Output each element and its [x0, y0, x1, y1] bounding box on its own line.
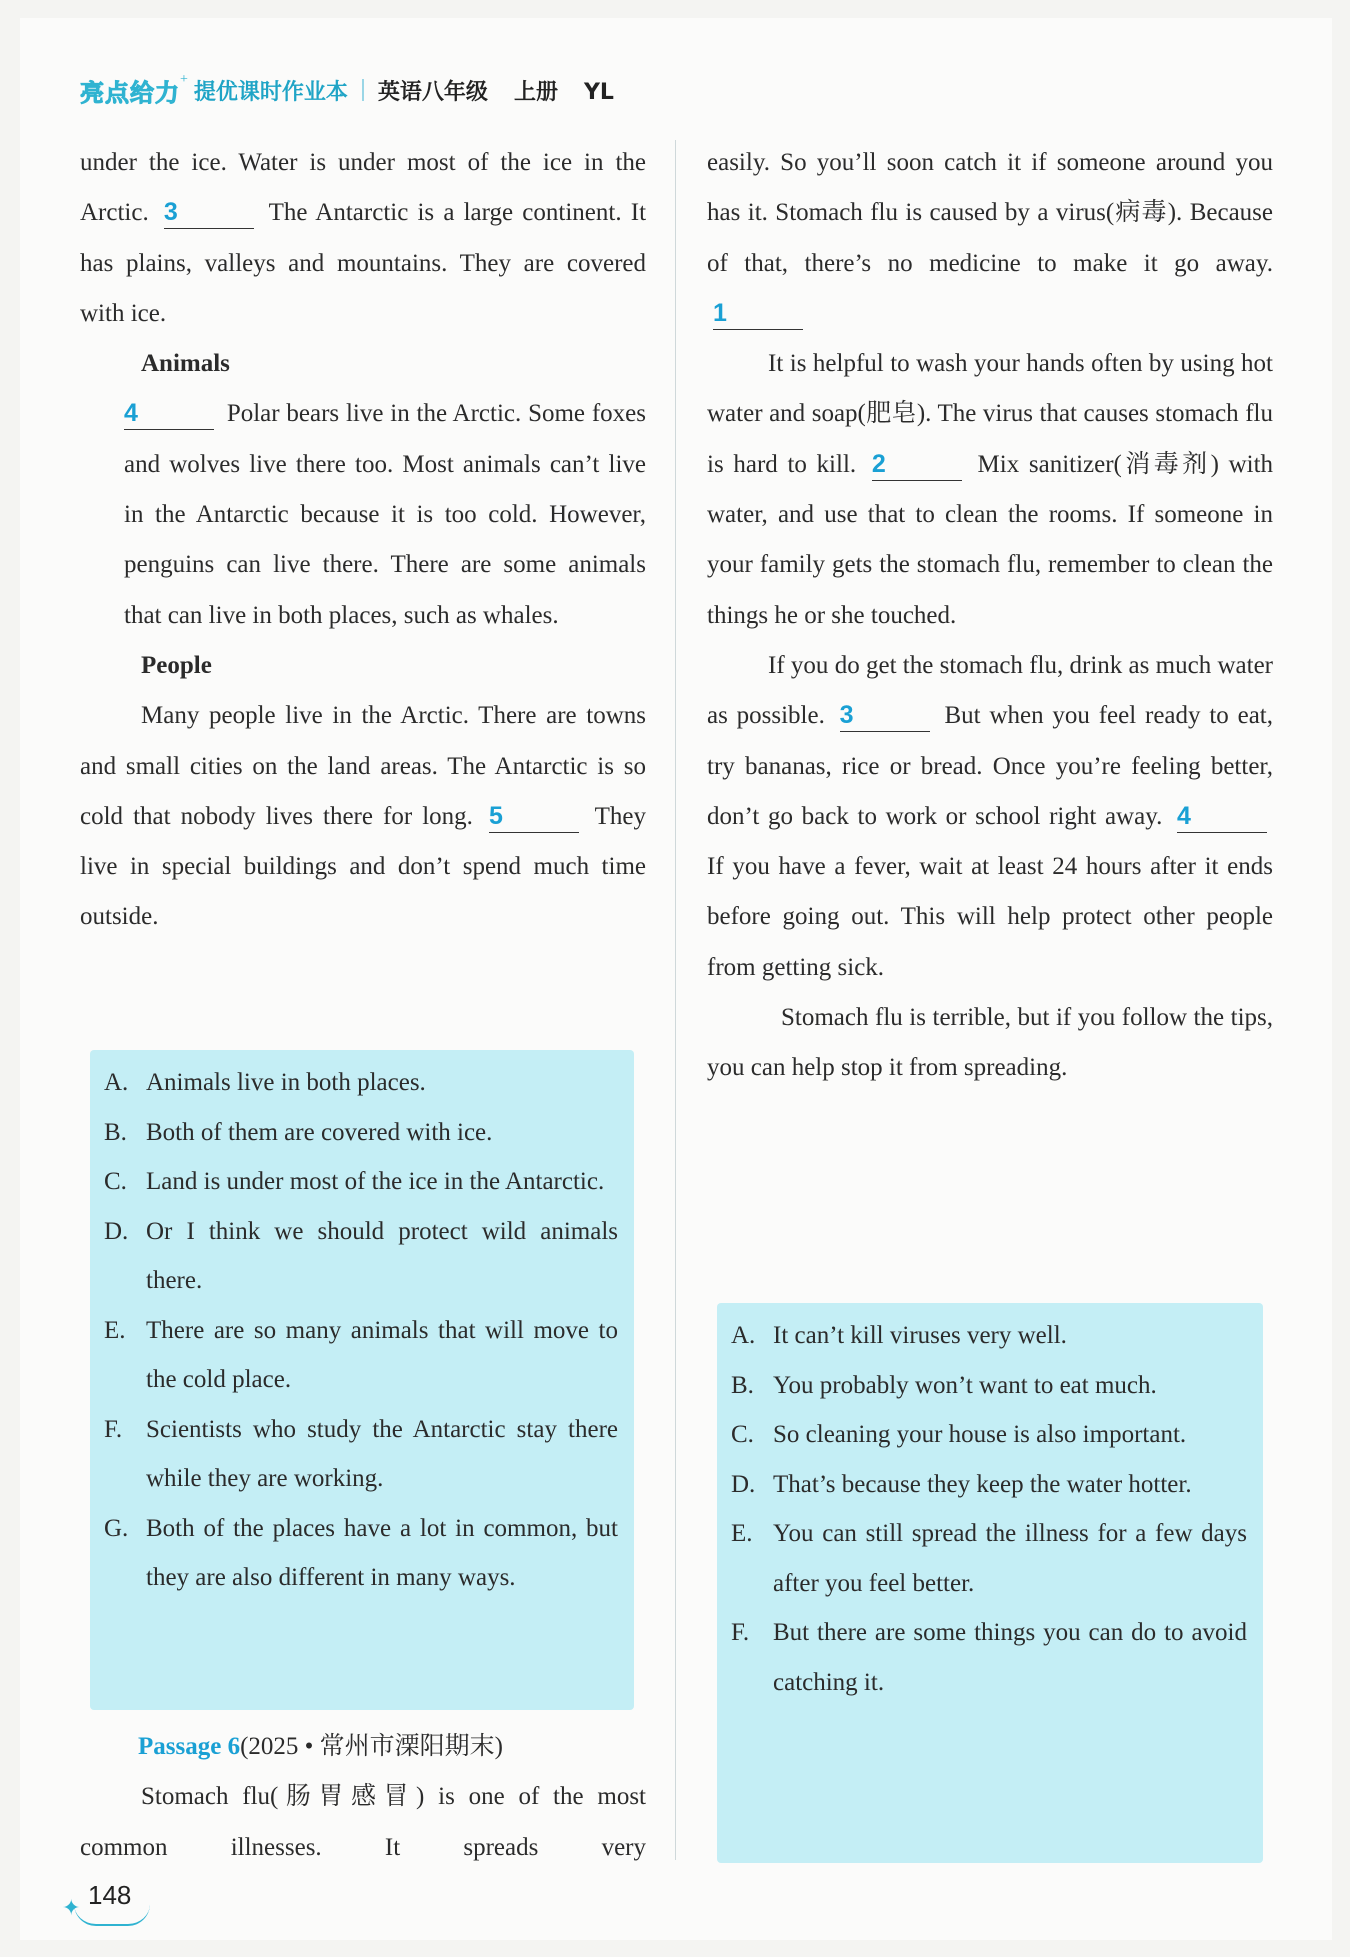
answer-text: 3: [839, 701, 854, 730]
option-letter: B.: [731, 1371, 754, 1399]
option-item: [104, 1207, 618, 1306]
paragraph-wash-hands: [707, 339, 1273, 641]
volume-label: 上册: [513, 79, 558, 105]
brand-plus-mark: +: [180, 72, 188, 87]
option-item: [731, 1509, 1247, 1608]
book-info: [378, 75, 614, 106]
option-letter: F.: [104, 1415, 123, 1443]
option-letter: E.: [731, 1520, 753, 1547]
page-number: 148: [88, 1880, 132, 1910]
option-text: You probably won’t want to eat much.: [773, 1371, 1157, 1399]
brand-logo: 亮点给力: [80, 78, 180, 107]
answer-text: 4: [1177, 801, 1191, 830]
column-divider: [675, 140, 676, 1860]
text-span: They live in special buildings and don’t spend much time outside.: [80, 802, 646, 931]
option-letter: D.: [731, 1470, 756, 1498]
option-item: [104, 1058, 618, 1108]
option-item: [104, 1405, 618, 1504]
option-item: [731, 1410, 1247, 1460]
answer-text: 1: [713, 298, 727, 327]
option-text: Animals live in both places.: [146, 1069, 426, 1096]
option-item: [104, 1108, 618, 1158]
option-text: Both of them are covered with ice.: [146, 1118, 493, 1146]
options-box-passage5: [90, 1050, 634, 1710]
option-text: Scientists who study the Antarctic stay there while they are working.: [146, 1415, 618, 1492]
paragraph-people: [80, 691, 646, 942]
series-title: 提优课时作业本: [193, 79, 348, 105]
paragraph-ice: [80, 138, 646, 339]
edition-label: YL: [583, 79, 614, 105]
option-text: There are so many animals that will move to the cold place.: [146, 1316, 618, 1393]
paragraph-spread: [707, 138, 1273, 339]
text-span: The Antarctic is a large continent. It has plains, valleys and mountains. They are covered with ice.: [80, 199, 647, 327]
answer-blank-2: [872, 449, 962, 481]
answer-text: 3: [163, 198, 178, 227]
text-span: easily. So you’ll soon catch it if someone around you has it. Stomach flu is caused by a virus(病毒). Because of that, there’s no medicine to make it go away.: [707, 149, 1273, 277]
text-span: Polar bears live in the Arctic. Some foxes and wolves live there too. Most animals can’t live in the Antarctic because it is too cold. However, penguins can live there. There are some animals that can live in both places, such as whales.: [124, 400, 646, 629]
answer-blank-4: [124, 398, 214, 430]
passage-source: (2025 • 常州市溧阳期末): [240, 1733, 503, 1760]
answer-blank-4b: [1177, 801, 1267, 833]
option-letter: A.: [731, 1322, 756, 1349]
text-span: If you have a fever, wait at least 24 hours after it ends before going out. This will help protect other people from getting sick.: [707, 853, 1273, 981]
paragraph-animals: [80, 389, 646, 640]
option-letter: G.: [104, 1514, 129, 1542]
header-divider: [362, 79, 364, 101]
paragraph-drink-water: [707, 641, 1273, 993]
option-item: [731, 1460, 1247, 1510]
option-item: [731, 1608, 1247, 1707]
text-span: If you do get the stomach flu, drink as much water as possible.: [707, 651, 1273, 730]
paragraph-stomach-intro: Stomach flu(肠胃感冒) is one of the most common illnesses. It spreads very: [80, 1783, 646, 1861]
option-text: So cleaning your house is also important.: [773, 1421, 1187, 1448]
star-icon: ✦: [62, 1895, 81, 1920]
answer-blank-5: [489, 801, 579, 833]
answer-text: 2: [871, 449, 886, 478]
option-item: [731, 1361, 1247, 1411]
answer-blank-3b: [840, 700, 930, 732]
option-letter: D.: [104, 1217, 129, 1245]
option-letter: F.: [731, 1619, 750, 1646]
text-span: under the ice. Water is under most of the ice in the Arctic.: [80, 149, 646, 227]
heading-animals: Animals: [141, 350, 230, 378]
option-letter: A.: [104, 1069, 129, 1096]
answer-text: 5: [489, 801, 503, 830]
passage6-start: [80, 1722, 646, 1873]
option-letter: C.: [104, 1168, 127, 1195]
subject-label: 英语八年级: [377, 79, 488, 105]
answer-blank-3: [164, 197, 254, 229]
option-text: Or I think we should protect wild animals there.: [146, 1217, 618, 1294]
option-text: Both of the places have a lot in common, but they are also different in many ways.: [146, 1514, 618, 1591]
heading-people: People: [141, 651, 212, 679]
option-text: Land is under most of the ice in the Antarctic.: [146, 1168, 605, 1195]
option-item: [104, 1306, 618, 1405]
text-span: But when you feel ready to eat, try bananas, rice or bread. Once you’re feeling better, don’t go back to work or school right away.: [707, 702, 1274, 830]
passage-label: Passage 6: [138, 1733, 241, 1760]
answer-text: 4: [124, 399, 138, 428]
option-item: [731, 1311, 1247, 1361]
text-span: Mix sanitizer(消毒剂) with water, and use that to clean the rooms. If someone in your family gets the stomach flu, remember to clean the things he or she touched.: [707, 450, 1274, 629]
left-column: [80, 138, 646, 943]
paragraph-conclusion: Stomach flu is terrible, but if you follow the tips, you can help stop it from spreading.: [707, 1004, 1273, 1082]
text-span: It is helpful to wash your hands often by using hot water and soap(肥皂). The virus that causes stomach flu is hard to kill.: [707, 350, 1273, 478]
right-column: [707, 138, 1273, 1094]
passage-title: [80, 1722, 646, 1772]
option-text: It can’t kill viruses very well.: [773, 1322, 1067, 1349]
option-text: That’s because they keep the water hotter.: [773, 1470, 1192, 1498]
option-letter: E.: [104, 1316, 126, 1344]
text-span: Many people live in the Arctic. There are towns and small cities on the land areas. The Antarctic is so cold that nobody lives there for long.: [80, 702, 646, 830]
option-item: [104, 1504, 618, 1603]
option-letter: B.: [104, 1118, 127, 1146]
option-letter: C.: [731, 1421, 754, 1448]
option-text: You can still spread the illness for a few days after you feel better.: [773, 1520, 1247, 1597]
answer-blank-1: [713, 298, 803, 330]
option-text: But there are some things you can do to avoid catching it.: [773, 1619, 1247, 1696]
option-item: [104, 1157, 618, 1207]
options-box-passage6: [717, 1303, 1263, 1863]
page-header: [80, 70, 614, 110]
